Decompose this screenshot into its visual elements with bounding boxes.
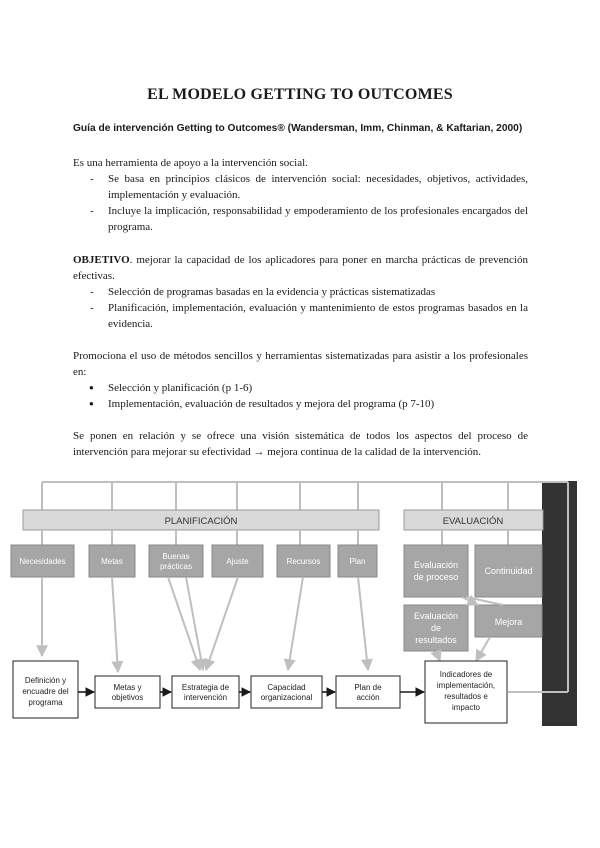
box-label: Mejora xyxy=(494,617,523,627)
list-item: - Selección de programas basadas en la evidencia y prácticas sistematizadas xyxy=(88,284,528,300)
box-label: de proceso xyxy=(413,572,459,582)
arrow xyxy=(206,577,238,670)
intro-paragraph: Es una herramienta de apoyo a la intervención social. xyxy=(73,157,308,169)
box-evaluacion-proceso xyxy=(404,545,468,597)
promotes-list xyxy=(88,380,528,412)
box-label: Plan de xyxy=(354,683,382,692)
subtitle: Guía de intervención Getting to Outcomes® (Wandersman, Imm, Chinman, & Kaftarian, 2000) xyxy=(73,123,523,134)
box-buenas-practicas xyxy=(149,545,203,577)
box-label: Estrategia de xyxy=(181,683,230,692)
header-connectors xyxy=(42,530,508,545)
box-label: impacto xyxy=(451,703,481,712)
box-label: encuadre del xyxy=(22,687,69,696)
box-label: Continuidad xyxy=(484,566,533,576)
closing-paragraph: Se ponen en relación y se ofrece una visión sistemática de todos los aspectos del proceso de intervención para mejorar su efectividad → mejora continua de la calidad de la intervención. xyxy=(73,430,528,458)
box-label: Evaluación xyxy=(413,560,459,570)
box-plan-accion xyxy=(336,676,400,708)
top-boxes xyxy=(11,545,377,577)
promotes-paragraph: Promociona el uso de métodos sencillos y herramientas sistematizadas para asistir a los profesionales en: xyxy=(73,350,528,378)
box-label: Necesidades xyxy=(19,557,66,566)
box-label: objetivos xyxy=(111,693,144,702)
box-label: acción xyxy=(356,693,380,702)
arrow xyxy=(436,651,440,661)
objective-paragraph xyxy=(73,252,528,284)
box-label: implementación, xyxy=(436,681,496,690)
evaluation-header-label: EVALUACIÓN xyxy=(442,516,504,527)
top-connectors xyxy=(42,482,542,510)
box-label: de xyxy=(430,623,442,633)
list-item: ● Implementación, evaluación de resultados y mejora del programa (p 7-10) xyxy=(88,396,528,412)
box-label: Buenas xyxy=(162,552,190,561)
box-label: programa xyxy=(28,698,63,707)
box-metas-objetivos xyxy=(95,676,160,708)
box-capacidad xyxy=(251,676,322,708)
arrow xyxy=(358,577,368,670)
list-item: - Planificación, implementación, evaluación y mantenimiento de estos programas basados en la evidencia. xyxy=(88,300,528,332)
feedback-bar xyxy=(542,481,577,726)
box-label: resultados xyxy=(415,635,457,645)
arrow xyxy=(288,577,303,670)
gto-process-diagram xyxy=(0,470,600,740)
box-estrategia xyxy=(172,676,239,708)
objective-text: . mejorar la capacidad de los aplicadores para poner en marcha prácticas de prevención efectivas. xyxy=(73,254,528,282)
page-title: EL MODELO GETTING TO OUTCOMES xyxy=(147,86,453,103)
box-label: Metas y xyxy=(113,683,142,692)
box-label: Evaluación xyxy=(413,611,459,621)
box-label: organizacional xyxy=(260,693,313,702)
box-label: intervención xyxy=(183,693,228,702)
box-label: Capacidad xyxy=(267,683,306,692)
box-label: Definición y xyxy=(24,676,67,685)
box-label: Recursos xyxy=(286,557,321,566)
list-item: ● Selección y planificación (p 1-6) xyxy=(88,380,528,396)
box-label: Indicadores de xyxy=(439,670,493,679)
arrow xyxy=(112,577,118,672)
arrow xyxy=(476,637,490,661)
box-label: Metas xyxy=(101,557,123,566)
list-item: - Incluye la implicación, responsabilidad y empoderamiento de los profesionales encargados del programa. xyxy=(88,203,528,235)
box-label: prácticas xyxy=(159,562,193,571)
box-label: Ajuste xyxy=(226,557,249,566)
objective-list xyxy=(88,284,528,332)
planning-header-label: PLANIFICACIÓN xyxy=(164,516,238,527)
box-label: resultados e xyxy=(444,692,488,701)
objective-label: OBJETIVO xyxy=(73,254,130,266)
intro-list xyxy=(88,171,528,235)
box-label: Plan xyxy=(349,557,366,566)
list-item: - Se basa en principios clásicos de intervención social: necesidades, objetivos, actividades, implementación y evaluación. xyxy=(88,171,528,203)
